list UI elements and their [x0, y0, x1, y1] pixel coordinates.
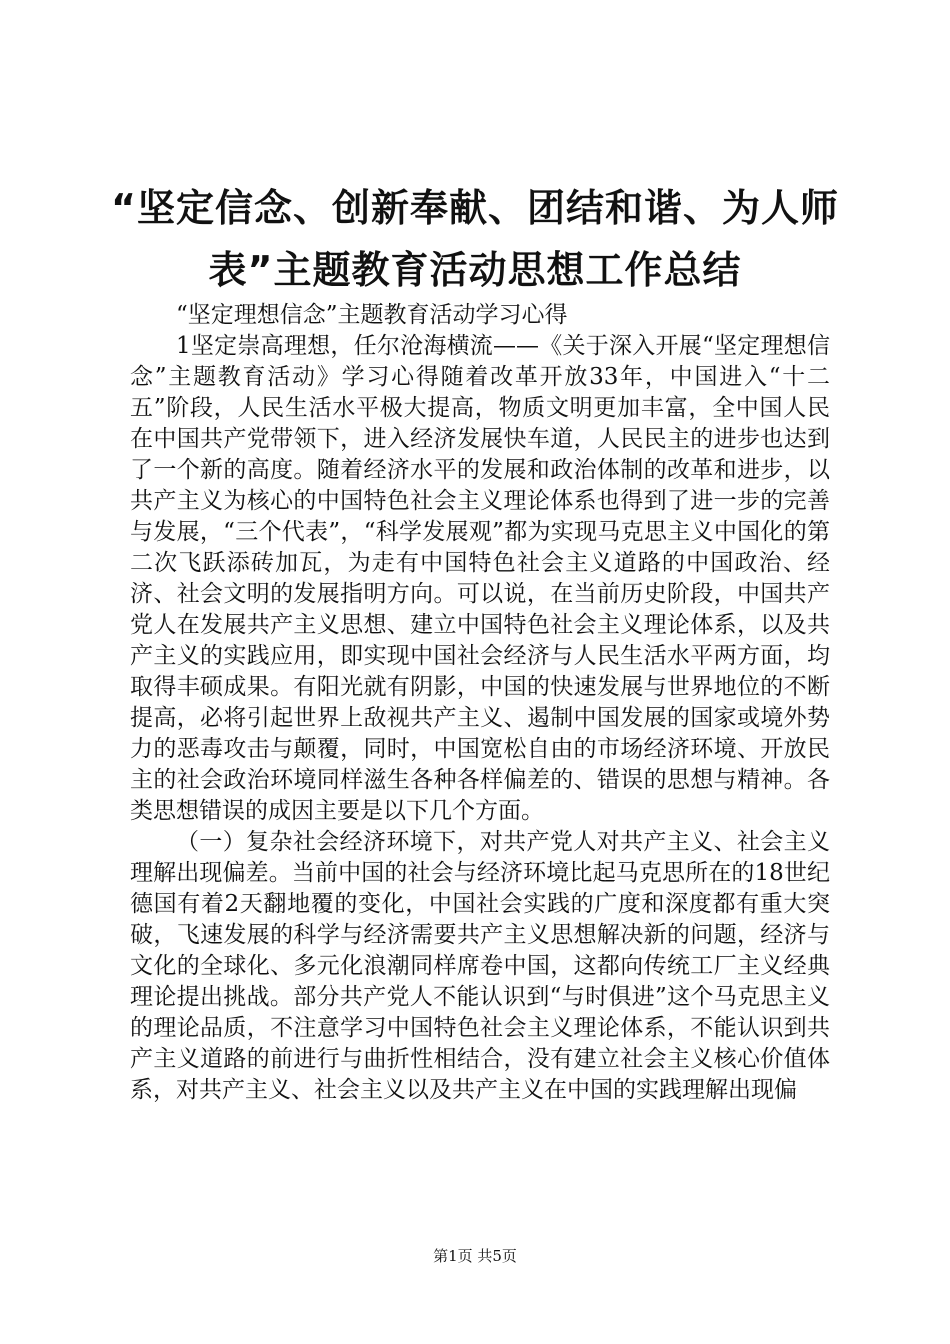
body-paragraph-2: （一）复杂社会经济环境下，对共产党人对共产主义、社会主义理解出现偏差。当前中国的社会与经济环境比起马克思所在的18世纪德国有着2天翻地覆的变化，中国社会实践的广度和深度都有重大突破，飞速发展的科学与经济需要共产主义思想解决新的问题，经济与文化的全球化、多元化浪潮同样席卷中国，这都向传统工厂主义经典理论提出挑战。部分共产党人不能认识到“与时俱进”这个马克思主义的理论品质，不注意学习中国特色社会主义理论体系，不能认识到共产主义道路的前进行与曲折性相结合，没有建立社会主义核心价值体系，对共产主义、社会主义以及共产主义在中国的实践理解出现偏	[130, 829, 830, 1103]
document-body	[130, 300, 830, 1106]
document-subtitle: “坚定理想信念”主题教育活动学习心得	[176, 302, 568, 328]
body-paragraph-1: 1坚定崇高理想，任尔沧海横流——《关于深入开展“坚定理想信念”主题教育活动》学习心得随着改革开放33年，中国进入“十二五”阶段，人民生活水平极大提高，物质文明更加丰富，全中国人民在中国共产党带领下，进入经济发展快车道，人民民主的进步也达到了一个新的高度。随着经济水平的发展和政治体制的改革和进步，以共产主义为核心的中国特色社会主义理论体系也得到了进一步的完善与发展，“三个代表”，“科学发展观”都为实现马克思主义中国化的第二次飞跃添砖加瓦，为走有中国特色社会主义道路的中国政治、经济、社会文明的发展指明方向。可以说，在当前历史阶段，中国共产党人在发展共产主义思想、建立中国特色社会主义理论体系，以及共产主义的实践应用，即实现中国社会经济与人民生活水平两方面，均取得丰硕成果。有阳光就有阴影，中国的快速发展与世界地位的不断提高，必将引起世界上敌视共产主义、遏制中国发展的国家或境外势力的恶毒攻击与颠覆，同时，中国宽松自由的市场经济环境、开放民主的社会政治环境同样滋生各种各样偏差的、错误的思想与精神。各类思想错误的成因主要是以下几个方面。	[130, 333, 830, 824]
page-footer: 第1页 共5页	[433, 1247, 517, 1265]
document-title-line-2: 表”主题教育活动思想工作总结	[208, 248, 742, 292]
document-title-line-1: “坚定信念、创新奉献、团结和谐、为人师	[111, 186, 839, 230]
